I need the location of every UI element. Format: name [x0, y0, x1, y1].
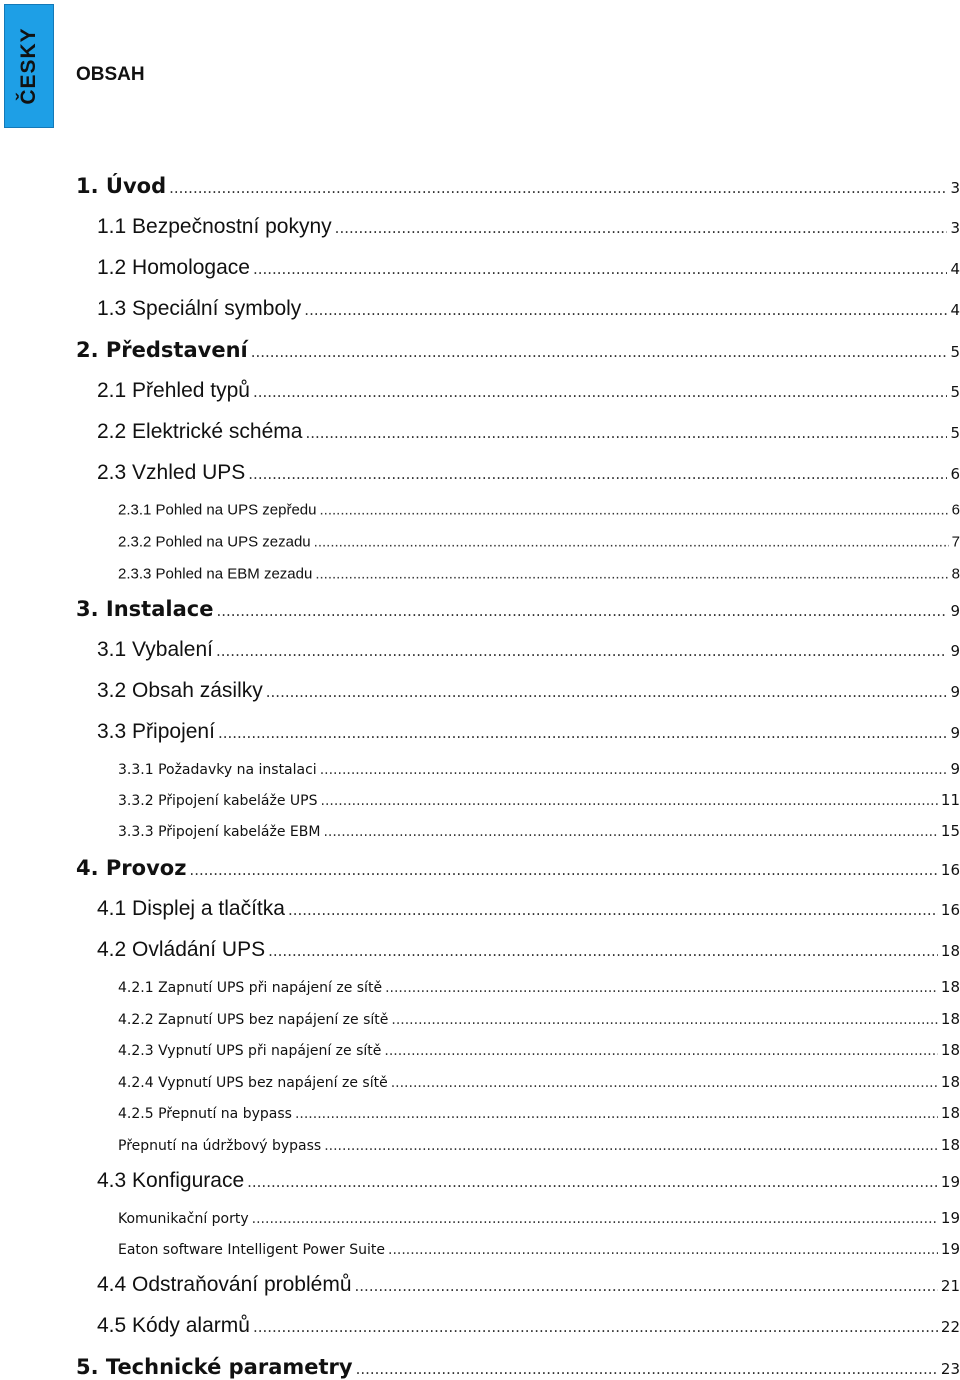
toc-entry[interactable]: [118, 1041, 960, 1059]
toc-entry[interactable]: [76, 1355, 960, 1379]
toc-entry-text: Úvod: [105, 174, 167, 198]
toc-entry-text: Vypnutí UPS bez napájení ze sítě: [158, 1075, 388, 1091]
dot-leader: [321, 793, 938, 809]
toc-entry-title: [76, 1355, 353, 1379]
dot-leader: [304, 301, 947, 319]
toc-entry-text: Odstraňování problémů: [132, 1273, 352, 1296]
dot-leader: [391, 1012, 938, 1028]
toc-entry-page-number: 7: [951, 533, 960, 551]
toc-entry-title: [118, 1043, 381, 1059]
toc-entry-page-number: 6: [951, 501, 960, 519]
dot-leader: [391, 1075, 938, 1091]
dot-leader: [268, 942, 938, 960]
toc-entry-title: [118, 1106, 292, 1122]
dot-leader: [248, 465, 947, 483]
toc-entry-text: Požadavky na instalaci: [158, 762, 317, 778]
toc-entry-title: [76, 856, 186, 880]
toc-entry-text: Pohled na UPS zepředu: [155, 501, 317, 519]
toc-entry-number: 3.3: [97, 720, 127, 743]
dot-leader: [218, 724, 948, 742]
toc-entry-title: [97, 215, 332, 239]
toc-entry-title: [97, 420, 302, 444]
dot-leader: [335, 219, 948, 237]
toc-entry-page-number: 6: [950, 465, 960, 483]
dot-leader: [315, 566, 948, 583]
toc-entry-title: [97, 461, 245, 485]
toc-entry-title: [118, 502, 317, 519]
toc-entry-number: 5.: [76, 1355, 99, 1379]
toc-entry-text: Přehled typů: [132, 379, 250, 402]
dot-leader: [320, 762, 948, 778]
toc-entry-number: 1.: [76, 174, 99, 198]
toc-entry-number: 3.3.1: [118, 762, 154, 778]
toc-entry-page-number: 18: [940, 1104, 960, 1122]
toc-entry-title: [97, 679, 263, 703]
dot-leader: [252, 1211, 938, 1227]
toc-entry-title: [118, 1211, 249, 1227]
toc-entry-page-number: 11: [940, 791, 960, 809]
toc-entry[interactable]: [118, 1104, 960, 1122]
toc-entry[interactable]: [97, 461, 960, 485]
toc-entry-number: 2.1: [97, 379, 127, 402]
toc-entry[interactable]: [97, 720, 960, 744]
toc-entry-text: Ovládání UPS: [132, 938, 266, 961]
toc-entry[interactable]: [118, 1010, 960, 1028]
toc-entry-text: Speciální symboly: [132, 297, 302, 320]
toc-entry-text: Přepnutí na údržbový bypass: [118, 1138, 322, 1154]
toc-entry-page-number: 15: [940, 822, 960, 840]
toc-entry[interactable]: [97, 420, 960, 444]
toc-entry[interactable]: [97, 379, 960, 403]
toc-entry-title: [76, 338, 248, 362]
toc-entry-title: [118, 566, 312, 583]
toc-entry-text: Zapnutí UPS bez napájení ze sítě: [158, 1012, 389, 1028]
toc-entry-text: Pohled na EBM zezadu: [155, 565, 313, 583]
toc-entry-number: 3.3.3: [118, 824, 154, 840]
toc-entry-number: 4.4: [97, 1273, 127, 1296]
toc-entry-page-number: 18: [940, 1041, 960, 1059]
toc-entry-title: [97, 897, 285, 921]
dot-leader: [253, 260, 948, 278]
dot-leader: [384, 1043, 938, 1059]
toc-entry[interactable]: [118, 1209, 960, 1227]
toc-entry-title: [118, 1242, 385, 1258]
toc-entry-text: Kódy alarmů: [132, 1314, 250, 1337]
toc-entry-page-number: 3: [950, 179, 960, 197]
toc-entry-number: 2.3.2: [118, 533, 152, 551]
dot-leader: [216, 642, 947, 660]
dot-leader: [320, 502, 949, 519]
toc-entry-page-number: 18: [940, 978, 960, 996]
toc-entry-page-number: 19: [940, 1173, 960, 1191]
dot-leader: [247, 1173, 938, 1191]
toc-entry-text: Zapnutí UPS při napájení ze sítě: [158, 980, 383, 996]
toc-entry[interactable]: [97, 679, 960, 703]
toc-entry-page-number: 3: [950, 219, 960, 237]
dot-leader: [189, 861, 937, 879]
toc-entry-text: Provoz: [105, 856, 187, 880]
toc-entry[interactable]: [118, 822, 960, 840]
toc-entry-text: Pohled na UPS zezadu: [155, 533, 311, 551]
toc-entry-page-number: 5: [950, 383, 960, 401]
toc-entry-title: [76, 597, 213, 621]
toc-entry[interactable]: [118, 978, 960, 996]
toc-entry-text: Vypnutí UPS při napájení ze sítě: [158, 1043, 382, 1059]
toc-entry-page-number: 9: [950, 683, 960, 701]
toc-entry-text: Komunikační porty: [118, 1211, 249, 1227]
toc-entry-number: 4.3: [97, 1169, 127, 1192]
toc-entry[interactable]: [97, 215, 960, 239]
toc-entry-number: 4.2.2: [118, 1012, 154, 1028]
toc-entry-number: 4.2.1: [118, 980, 154, 996]
dot-leader: [288, 901, 938, 919]
toc-entry-number: 4.: [76, 856, 99, 880]
toc-entry[interactable]: [118, 760, 960, 778]
language-tab-label: ČESKY: [17, 27, 40, 105]
toc-entry-title: [97, 938, 265, 962]
dot-leader: [266, 683, 948, 701]
dot-leader: [295, 1106, 938, 1122]
toc-entry-number: 2.: [76, 338, 99, 362]
toc-entry-text: Eaton software Intelligent Power Suite: [118, 1242, 385, 1258]
toc-entry-text: Připojení: [132, 720, 215, 743]
toc-entry-text: Připojení kabeláže EBM: [158, 824, 321, 840]
toc-entry[interactable]: [97, 897, 960, 921]
toc-entry-title: [118, 793, 318, 809]
toc-entry[interactable]: [118, 534, 960, 551]
toc-entry[interactable]: [97, 1273, 960, 1297]
dot-leader: [314, 534, 949, 551]
toc-entry-page-number: 21: [940, 1277, 960, 1295]
toc-entry-number: 4.2.4: [118, 1075, 154, 1091]
toc-entry[interactable]: [97, 938, 960, 962]
toc-entry-text: Konfigurace: [132, 1169, 245, 1192]
toc-entry-page-number: 9: [950, 602, 960, 620]
toc-entry-number: 2.3: [97, 461, 127, 484]
toc-entry-number: 1.1: [97, 215, 127, 238]
toc-entry-number: 3.1: [97, 638, 127, 661]
toc-entry-title: [97, 1273, 352, 1297]
toc-entry-page-number: 18: [940, 942, 960, 960]
toc-entry-text: Vzhled UPS: [132, 461, 246, 484]
toc-entry[interactable]: [97, 1314, 960, 1338]
toc-entry-page-number: 5: [950, 343, 960, 361]
toc-entry-title: [97, 638, 213, 662]
toc-entry-page-number: 18: [940, 1136, 960, 1154]
toc-entry-number: 1.2: [97, 256, 127, 279]
toc-entry-page-number: 9: [950, 724, 960, 742]
toc-entry[interactable]: [97, 297, 960, 321]
toc-entry-page-number: 22: [940, 1318, 960, 1336]
toc-entry[interactable]: [118, 502, 960, 519]
toc-entry-title: [118, 534, 311, 551]
toc-entry-text: Homologace: [132, 256, 250, 279]
toc-entry[interactable]: [118, 566, 960, 583]
toc-entry-title: [118, 1012, 388, 1028]
toc-entry-text: Obsah zásilky: [132, 679, 263, 702]
toc-entry-title: [97, 1314, 250, 1338]
page-title: OBSAH: [76, 64, 145, 85]
toc-entry-page-number: 16: [940, 861, 960, 879]
dot-leader: [251, 343, 948, 361]
toc-entry-number: 3.2: [97, 679, 127, 702]
toc-entry-text: Bezpečnostní pokyny: [132, 215, 332, 238]
toc-entry[interactable]: [118, 1073, 960, 1091]
dot-leader: [385, 980, 938, 996]
toc-entry[interactable]: [118, 1240, 960, 1258]
toc-entry[interactable]: [97, 1169, 960, 1193]
toc-entry-page-number: 18: [940, 1010, 960, 1028]
toc-entry-number: 4.2: [97, 938, 127, 961]
toc-entry-number: 2.3.3: [118, 565, 152, 583]
toc-entry-title: [97, 720, 215, 744]
toc-entry-title: [118, 1138, 321, 1154]
toc-entry-number: 4.1: [97, 897, 127, 920]
toc-entry-title: [97, 379, 250, 403]
toc-entry-text: Představení: [105, 338, 248, 362]
toc-entry[interactable]: [97, 638, 960, 662]
dot-leader: [253, 1318, 938, 1336]
toc-entry-text: Technické parametry: [105, 1355, 353, 1379]
toc-entry-page-number: 19: [940, 1240, 960, 1258]
toc-entry-page-number: 8: [951, 565, 960, 583]
toc-entry[interactable]: [76, 856, 960, 880]
dot-leader: [388, 1242, 938, 1258]
toc-entry[interactable]: [97, 256, 960, 280]
dot-leader: [323, 824, 937, 840]
toc-entry-number: 4.2.3: [118, 1043, 154, 1059]
toc-entry-title: [97, 1169, 244, 1193]
toc-entry-page-number: 4: [950, 301, 960, 319]
toc-entry-title: [76, 174, 166, 198]
dot-leader: [305, 424, 947, 442]
dot-leader: [356, 1360, 938, 1378]
dot-leader: [355, 1277, 938, 1295]
toc-entry-page-number: 9: [950, 760, 960, 778]
dot-leader: [253, 383, 947, 401]
toc-entry[interactable]: [76, 338, 960, 362]
toc-entry-text: Vybalení: [132, 638, 213, 661]
toc-entry-number: 3.3.2: [118, 793, 154, 809]
toc-entry-title: [97, 297, 301, 321]
toc-entry-page-number: 9: [950, 642, 960, 660]
toc-entry-number: 2.3.1: [118, 501, 152, 519]
toc-entry-title: [118, 980, 382, 996]
toc-entry-text: Instalace: [105, 597, 214, 621]
toc-entry-page-number: 5: [950, 424, 960, 442]
toc-entry-page-number: 4: [950, 260, 960, 278]
toc-entry-number: 4.2.5: [118, 1106, 154, 1122]
toc-entry[interactable]: [76, 597, 960, 621]
toc-entry-text: Displej a tlačítka: [132, 897, 285, 920]
toc-entry-title: [118, 1075, 388, 1091]
dot-leader: [169, 179, 947, 197]
dot-leader: [324, 1138, 938, 1154]
toc-entry-number: 3.: [76, 597, 99, 621]
toc-entry-page-number: 19: [940, 1209, 960, 1227]
toc-entry-text: Přepnutí na bypass: [158, 1106, 292, 1122]
dot-leader: [216, 602, 947, 620]
toc-entry[interactable]: [118, 791, 960, 809]
toc-entry-page-number: 18: [940, 1073, 960, 1091]
toc-entry-number: 1.3: [97, 297, 127, 320]
toc-entry-page-number: 16: [940, 901, 960, 919]
toc-entry-title: [97, 256, 250, 280]
toc-entry-page-number: 23: [940, 1360, 960, 1378]
toc-entry-number: 2.2: [97, 420, 127, 443]
toc-entry-number: 4.5: [97, 1314, 127, 1337]
toc-entry-title: [118, 824, 320, 840]
toc-entry[interactable]: [76, 174, 960, 198]
toc-entry[interactable]: [118, 1136, 960, 1154]
toc-entry-title: [118, 762, 317, 778]
toc-entry-text: Připojení kabeláže UPS: [158, 793, 318, 809]
toc-entry-text: Elektrické schéma: [132, 420, 303, 443]
